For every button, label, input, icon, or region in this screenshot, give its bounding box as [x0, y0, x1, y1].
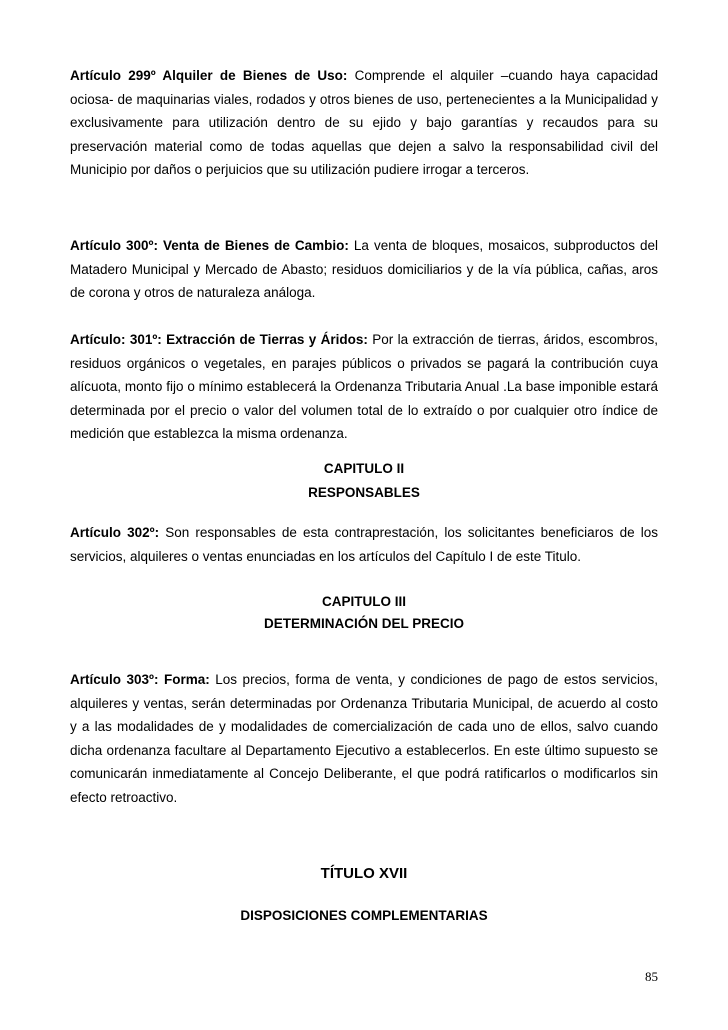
- chapter-3-title: DETERMINACIÓN DEL PRECIO: [263, 616, 464, 631]
- article-299: [70, 64, 658, 182]
- article-301: [70, 328, 658, 446]
- title-17-title: DISPOSICIONES COMPLEMENTARIAS: [240, 908, 488, 923]
- article-302: [70, 521, 658, 568]
- article-body: Comprende el alquiler –cuando haya capacidad ociosa- de maquinarias viales, rodados y otros bienes de uso, pertenecientes a la Municipalidad y exclusivamente para utilización dentro de su ejido y bajo garantías y recaudos para su preservación material como de todas aquellas que dejen a salvo la responsabilidad civil del Municipio por daños o perjuicios que su utilización pudiere irrogar a terceros.: [70, 68, 659, 178]
- article-body: Son responsables de esta contraprestación, los solicitantes beneficiaros de los servicios, alquileres o ventas enunciadas en los artículos del Capítulo I de este Titulo.: [70, 525, 658, 564]
- article-heading: Artículo 300º: Venta de Bienes de Cambio:: [70, 238, 349, 253]
- article-303: [70, 668, 658, 810]
- chapter-2-number: CAPITULO II: [323, 461, 405, 476]
- article-body: Los precios, forma de venta, y condiciones de pago de estos servicios, alquileres y ventas, serán determinadas por Ordenanza Tributaria Municipal, de acuerdo al costo y a las modalidades de y modalidades de comercialización de cada uno de ellos, salvo cuando dicha ordenanza facultare al Departamento Ejecutivo a establecerlos. En este último supuesto se comunicarán inmediatamente al Concejo Deliberante, el que podrá ratificarlos o modificarlos sin efecto retroactivo.: [70, 672, 658, 805]
- article-body: Por la extracción de tierras, áridos, escombros, residuos orgánicos o vegetales, en parajes públicos o privados se pagará la contribución cuya alícuota, monto fijo o mínimo establecerá la Ordenanza Tributaria Anual .La base imponible estará determinada por el precio o valor del volumen total de lo extraído o por cualquier otro índice de medición que establezca la misma ordenanza.: [70, 332, 658, 442]
- title-17-number: TÍTULO XVII: [320, 865, 408, 882]
- chapter-3-number: CAPITULO III: [322, 594, 406, 609]
- article-heading: Artículo 303º: Forma:: [70, 672, 210, 687]
- article-body: La venta de bloques, mosaicos, subproductos del Matadero Municipal y Mercado de Abasto; residuos domiciliarios y de la vía pública, cañas, aros de corona y otros de naturaleza análoga.: [70, 238, 658, 301]
- article-300: [70, 234, 658, 305]
- page-number: 85: [645, 969, 658, 984]
- article-heading: Artículo 299º Alquiler de Bienes de Uso:: [70, 68, 348, 83]
- article-heading: Artículo: 301º: Extracción de Tierras y Áridos:: [70, 332, 368, 347]
- article-heading: Artículo 302º:: [70, 525, 160, 540]
- chapter-2-title: RESPONSABLES: [308, 485, 420, 500]
